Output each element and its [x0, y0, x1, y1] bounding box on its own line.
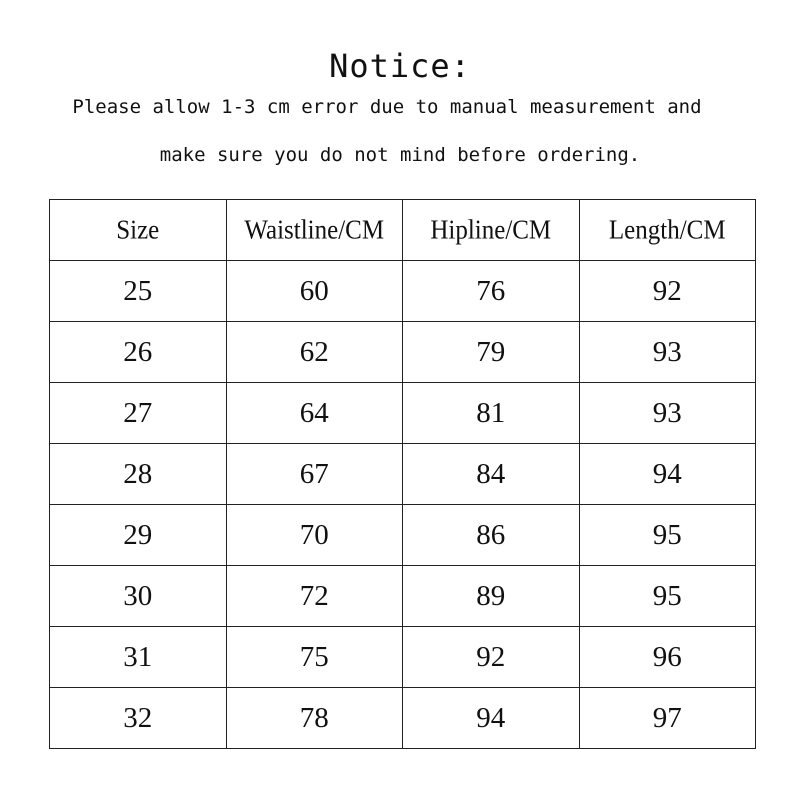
cell-size: 31 — [50, 627, 227, 688]
cell-size: 28 — [50, 444, 227, 505]
cell-waistline: 60 — [226, 261, 403, 322]
cell-hipline: 89 — [403, 566, 580, 627]
cell-size: 29 — [50, 505, 227, 566]
header-size: Size — [50, 196, 227, 263]
header-waistline: Waistline/CM — [226, 196, 403, 263]
cell-hipline: 92 — [403, 627, 580, 688]
cell-length: 96 — [579, 627, 756, 688]
cell-length: 92 — [579, 261, 756, 322]
cell-length: 95 — [579, 505, 756, 566]
table-row — [50, 322, 756, 383]
header-length: Length/CM — [579, 196, 756, 263]
table-header-row — [50, 200, 756, 261]
cell-hipline: 81 — [403, 383, 580, 444]
cell-hipline: 86 — [403, 505, 580, 566]
cell-waistline: 75 — [226, 627, 403, 688]
cell-size: 27 — [50, 383, 227, 444]
cell-size: 30 — [50, 566, 227, 627]
cell-hipline: 94 — [403, 688, 580, 749]
cell-size: 25 — [50, 261, 227, 322]
cell-length: 93 — [579, 322, 756, 383]
cell-size: 26 — [50, 322, 227, 383]
cell-waistline: 78 — [226, 688, 403, 749]
cell-waistline: 72 — [226, 566, 403, 627]
cell-hipline: 76 — [403, 261, 580, 322]
size-chart-table — [49, 199, 756, 749]
table-row — [50, 444, 756, 505]
table-row — [50, 383, 756, 444]
table-row — [50, 505, 756, 566]
cell-waistline: 64 — [226, 383, 403, 444]
cell-waistline: 67 — [226, 444, 403, 505]
notice-title: Notice: — [329, 47, 471, 85]
notice-line-1: Please allow 1-3 cm error due to manual measurement and — [72, 96, 702, 118]
table-row — [50, 566, 756, 627]
cell-hipline: 84 — [403, 444, 580, 505]
table-row — [50, 261, 756, 322]
cell-waistline: 62 — [226, 322, 403, 383]
cell-length: 93 — [579, 383, 756, 444]
cell-length: 95 — [579, 566, 756, 627]
header-hipline: Hipline/CM — [403, 196, 580, 263]
cell-length: 97 — [579, 688, 756, 749]
table-row — [50, 688, 756, 749]
notice-line-2: make sure you do not mind before ordering. — [159, 144, 641, 166]
cell-hipline: 79 — [403, 322, 580, 383]
table-row — [50, 627, 756, 688]
cell-size: 32 — [50, 688, 227, 749]
cell-waistline: 70 — [226, 505, 403, 566]
cell-length: 94 — [579, 444, 756, 505]
